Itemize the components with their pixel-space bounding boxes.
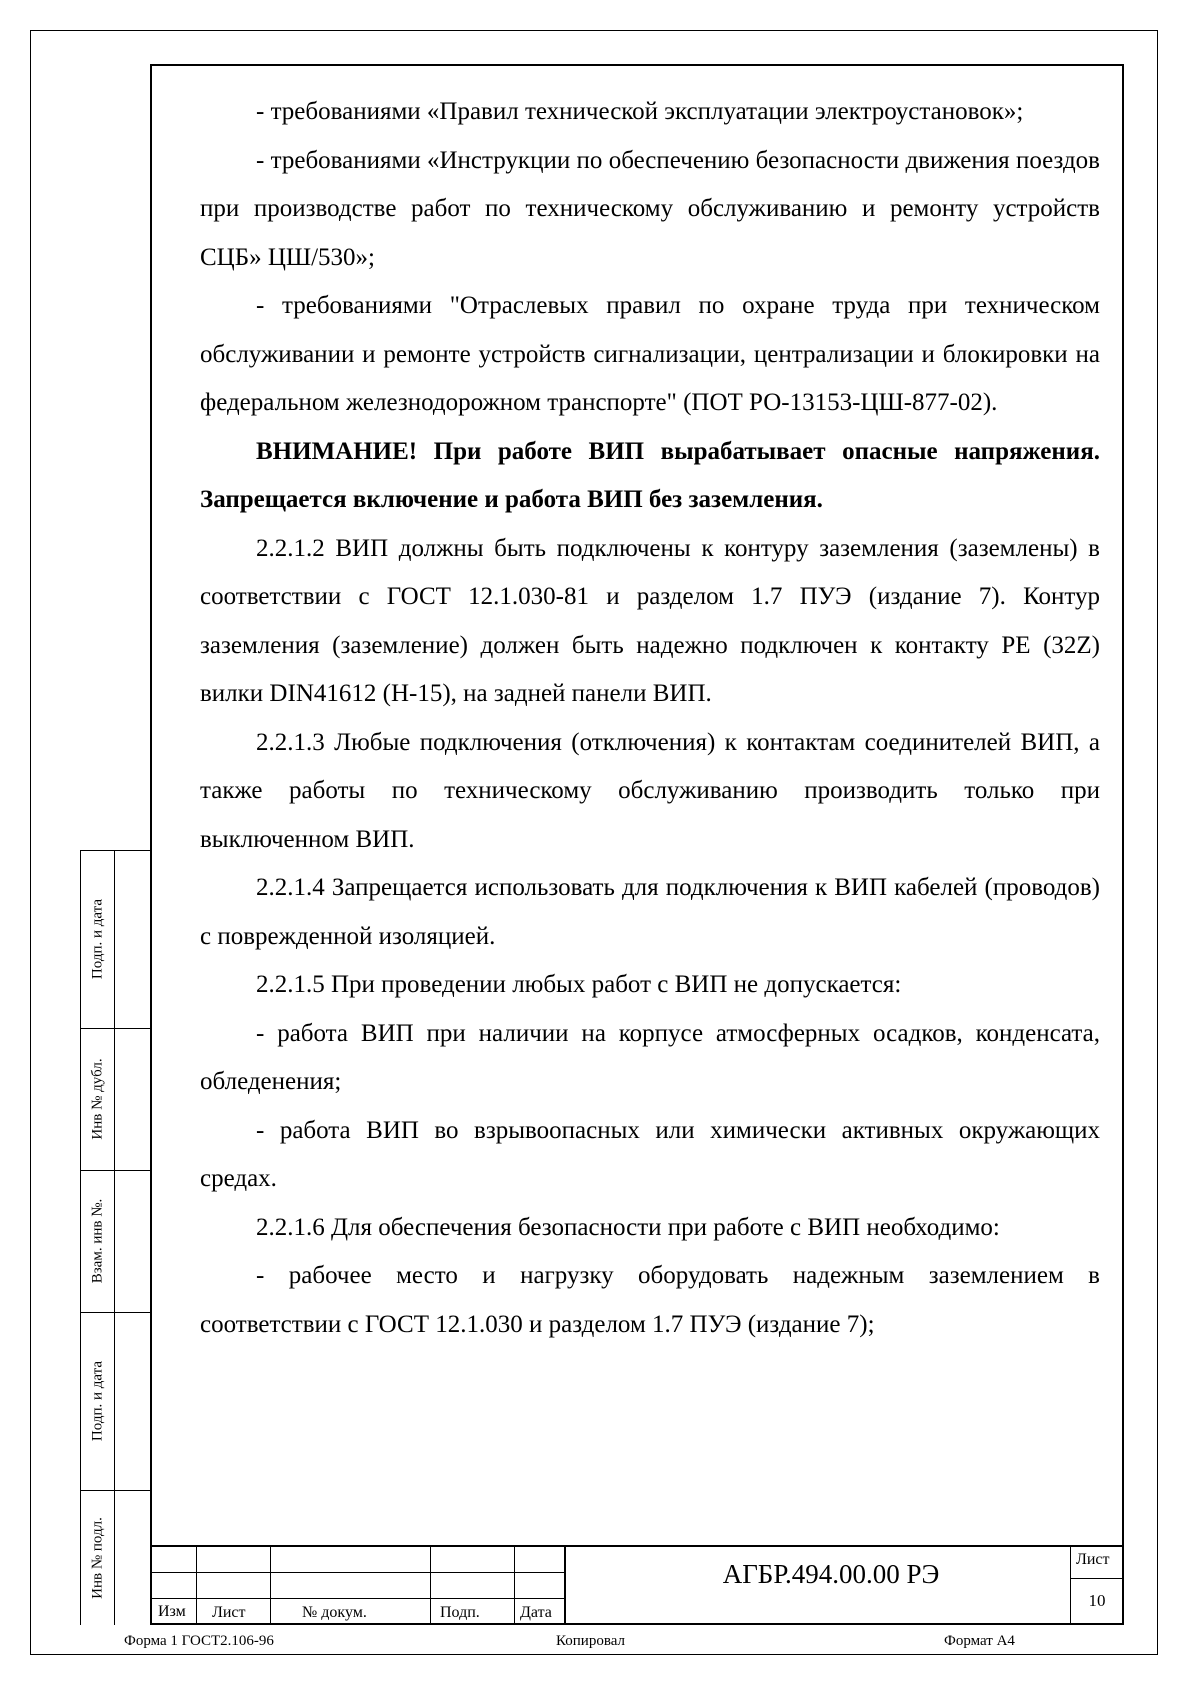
paragraph: 2.2.1.4 Запрещается использовать для подключения к ВИП кабелей (проводов) с поврежденной изоляцией. xyxy=(200,874,1100,950)
side-cell-replaced-inv xyxy=(80,1170,150,1312)
stamp-header-signature: Подп. xyxy=(440,1604,480,1621)
paragraph: - работа ВИП во взрывоопасных или химически активных окружающих средах. xyxy=(200,1116,1100,1192)
footer-format: Формат А4 xyxy=(944,1633,1015,1649)
side-cell-sign-date-1 xyxy=(80,850,150,1028)
sheet-number: 10 xyxy=(1088,1591,1106,1610)
stamp-header-doc-number: № докум. xyxy=(302,1604,367,1621)
document-code: АГБР.494.00.00 РЭ xyxy=(722,1559,940,1589)
warning-paragraph: ВНИМАНИЕ! При работе ВИП вырабатывает опасные напряжения. Запрещается включение и работа ВИП без заземления. xyxy=(200,437,1100,513)
paragraph: - требованиями «Правил технической эксплуатации электроустановок»; xyxy=(256,98,1024,125)
document-body xyxy=(200,88,1100,1349)
side-label: Подп. и дата xyxy=(89,898,105,980)
title-block xyxy=(150,1545,1124,1625)
stamp-header-izm: Изм xyxy=(158,1603,186,1620)
paragraph: - требованиями "Отраслевых правил по охране труда при техническом обслуживании и ремонте устройств сигнализации, централизации и блокировки на федеральном железнодорожном транспорте" (ПОТ РО-13153-ЦШ-877-02). xyxy=(200,292,1100,416)
paragraph: 2.2.1.6 Для обеспечения безопасности при работе с ВИП необходимо: xyxy=(256,1213,1000,1241)
side-cell-sign-date-2 xyxy=(80,1312,150,1490)
paragraph: 2.2.1.2 ВИП должны быть подключены к контуру заземления (заземлены) в соответствии с ГОСТ 12.1.030-81 и разделом 1.7 ПУЭ (издание 7). Контур заземления (заземление) должен быть надежно подключен к контакту PE (32Z) вилки DIN41612 (Н-15), на задней панели ВИП. xyxy=(200,534,1100,707)
side-label: Взам. инв №. xyxy=(89,1198,105,1284)
sheet-label: Лист xyxy=(1076,1551,1110,1568)
side-label: Инв № подл. xyxy=(89,1516,105,1599)
paragraph: - рабочее место и нагрузку оборудовать надежным заземлением в соответствии с ГОСТ 12.1.030 и разделом 1.7 ПУЭ (издание 7); xyxy=(200,1262,1100,1338)
side-cell-dup-inv xyxy=(80,1028,150,1170)
footer-form: Форма 1 ГОСТ2.106-96 xyxy=(124,1633,274,1649)
stamp-header-list: Лист xyxy=(212,1604,246,1621)
side-label: Подп. и дата xyxy=(89,1360,105,1442)
paragraph: - требованиями «Инструкции по обеспечению безопасности движения поездов при производстве работ по техническому обслуживанию и ремонту устройств СЦБ» ЦШ/530»; xyxy=(200,146,1100,271)
side-approval-grid xyxy=(80,850,150,1625)
paragraph: 2.2.1.5 При проведении любых работ с ВИП не допускается: xyxy=(256,971,902,998)
stamp-header-date: Дата xyxy=(520,1604,552,1621)
paragraph: 2.2.1.3 Любые подключения (отключения) к контактам соединителей ВИП, а также работы по техническому обслуживанию производить только при выключенном ВИП. xyxy=(200,728,1100,853)
side-label: Инв № дубл. xyxy=(89,1058,105,1140)
paragraph: - работа ВИП при наличии на корпусе атмосферных осадков, конденсата, обледенения; xyxy=(200,1019,1100,1095)
footer-copied: Копировал xyxy=(556,1633,625,1649)
side-cell-original-inv xyxy=(80,1490,150,1625)
